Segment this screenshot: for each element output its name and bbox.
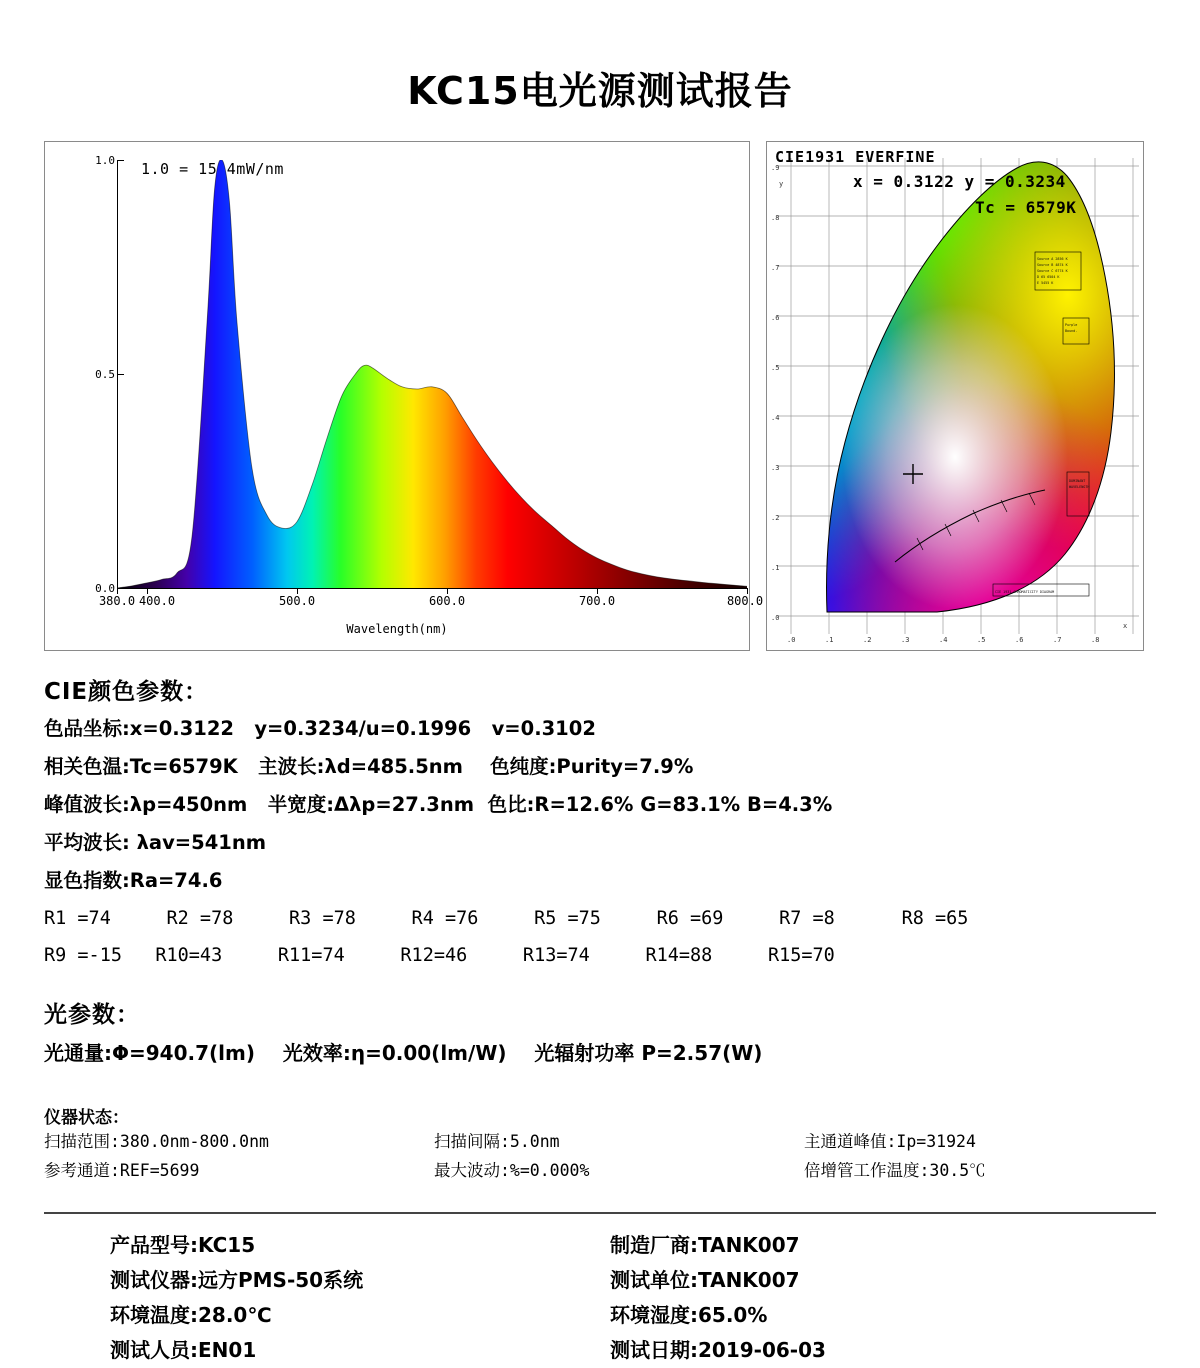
- color-param-line: 相关色温:Tc=6579K 主波长:λd=485.5nm 色纯度:Purity=7.9%: [44, 755, 694, 779]
- svg-text:.2: .2: [771, 514, 780, 523]
- color-param-line: 色品坐标:x=0.3122 y=0.3234/u=0.1996 v=0.3102: [44, 717, 596, 741]
- svg-text:CIE 1931 CHROMATICITY DIAGRAM: CIE 1931 CHROMATICITY DIAGRAM: [995, 590, 1055, 595]
- spd-x-tick-label: 500.0: [278, 594, 316, 609]
- instrument-status-cell: 倍增管工作温度:30.5℃: [804, 1161, 986, 1181]
- svg-text:.2: .2: [863, 636, 872, 645]
- color-param-line: 峰值波长:λp=450nm 半宽度:Δλp=27.3nm 色比:R=12.6% G=83.1% B=4.3%: [44, 793, 833, 817]
- color-parameters-heading: CIE颜色参数：: [44, 679, 209, 706]
- spd-curve: [117, 160, 747, 588]
- spd-x-tick-label: 380.0: [98, 594, 136, 609]
- svg-text:DOMINANT: DOMINANT: [1069, 479, 1086, 484]
- svg-text:.6: .6: [771, 314, 780, 323]
- svg-text:.7: .7: [1053, 636, 1062, 645]
- instrument-status-section: [44, 1103, 1156, 1186]
- spd-y-tick-label: 0.0: [95, 582, 115, 596]
- footer-cell: 产品型号:KC15: [110, 1233, 256, 1258]
- footer-cell: 制造厂商:TANK007: [610, 1233, 800, 1258]
- svg-text:Source C 6774 K: Source C 6774 K: [1037, 269, 1068, 274]
- svg-text:E 5455 K: E 5455 K: [1037, 281, 1054, 286]
- footer-cell: 测试单位:TANK007: [610, 1268, 800, 1293]
- svg-text:Purple: Purple: [1065, 323, 1078, 328]
- svg-text:.4: .4: [939, 636, 948, 645]
- footer-divider: [44, 1212, 1156, 1214]
- page-title: KC15电光源测试报告: [407, 69, 793, 114]
- svg-text:.1: .1: [771, 564, 780, 573]
- spd-y-tick-label: 1.0: [95, 154, 115, 168]
- footer-cell: 测试人员:EN01: [110, 1338, 257, 1363]
- spd-x-tick-label: 700.0: [578, 594, 616, 609]
- instrument-status-heading: 仪器状态：: [44, 1108, 129, 1129]
- svg-text:.8: .8: [1091, 636, 1100, 645]
- footer-cell: 测试日期:2019-06-03: [610, 1338, 826, 1363]
- color-parameters-section: [44, 673, 1156, 974]
- svg-text:.4: .4: [771, 414, 780, 423]
- spd-y-tick-label: 0.5: [95, 368, 115, 382]
- svg-text:WAVELENGTH: WAVELENGTH: [1069, 485, 1090, 490]
- color-param-line: 平均波长: λav=541nm: [44, 831, 267, 855]
- spd-scale-note: 1.0 = 15.4mW/nm: [141, 160, 284, 179]
- svg-text:.5: .5: [977, 636, 986, 645]
- svg-text:x: x: [1123, 622, 1128, 631]
- svg-text:.6: .6: [1015, 636, 1024, 645]
- spd-x-tick-label: 800.0: [726, 594, 764, 609]
- report-footer-info: [110, 1228, 1156, 1368]
- cie-tc-readout: Tc = 6579K: [975, 198, 1077, 218]
- spectral-power-distribution-chart: [44, 141, 764, 651]
- footer-cell: 环境湿度:65.0%: [610, 1303, 768, 1328]
- charts-row: [44, 141, 1156, 651]
- svg-text:.8: .8: [771, 214, 780, 223]
- svg-text:.0: .0: [787, 636, 796, 645]
- cri-values-row-1: R1 =74 R2 =78 R3 =78 R4 =76 R5 =75 R6 =69 R7 =8 R8 =65: [44, 908, 969, 930]
- svg-text:.5: .5: [771, 364, 780, 373]
- svg-text:Bound.: Bound.: [1065, 329, 1078, 334]
- spd-x-tick-label: 400.0: [138, 594, 176, 609]
- instrument-status-cell: 扫描间隔:5.0nm: [434, 1132, 560, 1152]
- instrument-status-cell: 扫描范围:380.0nm-800.0nm: [44, 1132, 269, 1152]
- instrument-status-cell: 最大波动:%=0.000%: [434, 1161, 590, 1181]
- cie-xy-readout: x = 0.3122 y = 0.3234: [853, 172, 1066, 192]
- optical-parameters-row: 光通量:Φ=940.7(lm) 光效率:η=0.00(lm/W) 光辐射功率 P=2.57(W): [44, 1041, 763, 1066]
- svg-text:.3: .3: [771, 464, 780, 473]
- color-param-line: 显色指数:Ra=74.6: [44, 869, 223, 893]
- footer-cell: 测试仪器:远方PMS-50系统: [110, 1268, 364, 1293]
- cie-diagram-title: CIE1931 EVERFINE: [775, 148, 936, 167]
- spd-x-axis-title: Wavelength(nm): [346, 622, 448, 637]
- svg-text:Source B 4874 K: Source B 4874 K: [1037, 263, 1068, 268]
- instrument-status-cell: 参考通道:REF=5699: [44, 1161, 200, 1181]
- footer-cell: 环境温度:28.0℃: [110, 1303, 272, 1328]
- svg-text:.1: .1: [825, 636, 834, 645]
- cie-diagram-graphic: [767, 142, 1143, 650]
- optical-parameters-section: [44, 996, 1156, 1073]
- svg-text:.0: .0: [771, 614, 780, 623]
- cie1931-chromaticity-diagram: [766, 141, 1144, 651]
- optical-parameters-heading: 光参数：: [44, 1002, 140, 1029]
- spd-x-axis: [117, 588, 747, 589]
- svg-text:Source A 2856 K: Source A 2856 K: [1037, 257, 1068, 262]
- cri-values-row-2: R9 =-15 R10=43 R11=74 R12=46 R13=74 R14=88 R15=70: [44, 945, 835, 967]
- spd-x-tick-label: 600.0: [428, 594, 466, 609]
- svg-text:y: y: [779, 180, 784, 189]
- svg-text:.9: .9: [771, 164, 780, 173]
- svg-text:.7: .7: [771, 264, 780, 273]
- svg-text:.3: .3: [901, 636, 910, 645]
- instrument-status-cell: 主通道峰值:Ip=31924: [804, 1132, 976, 1152]
- svg-text:D 65 6504 K: D 65 6504 K: [1037, 275, 1060, 280]
